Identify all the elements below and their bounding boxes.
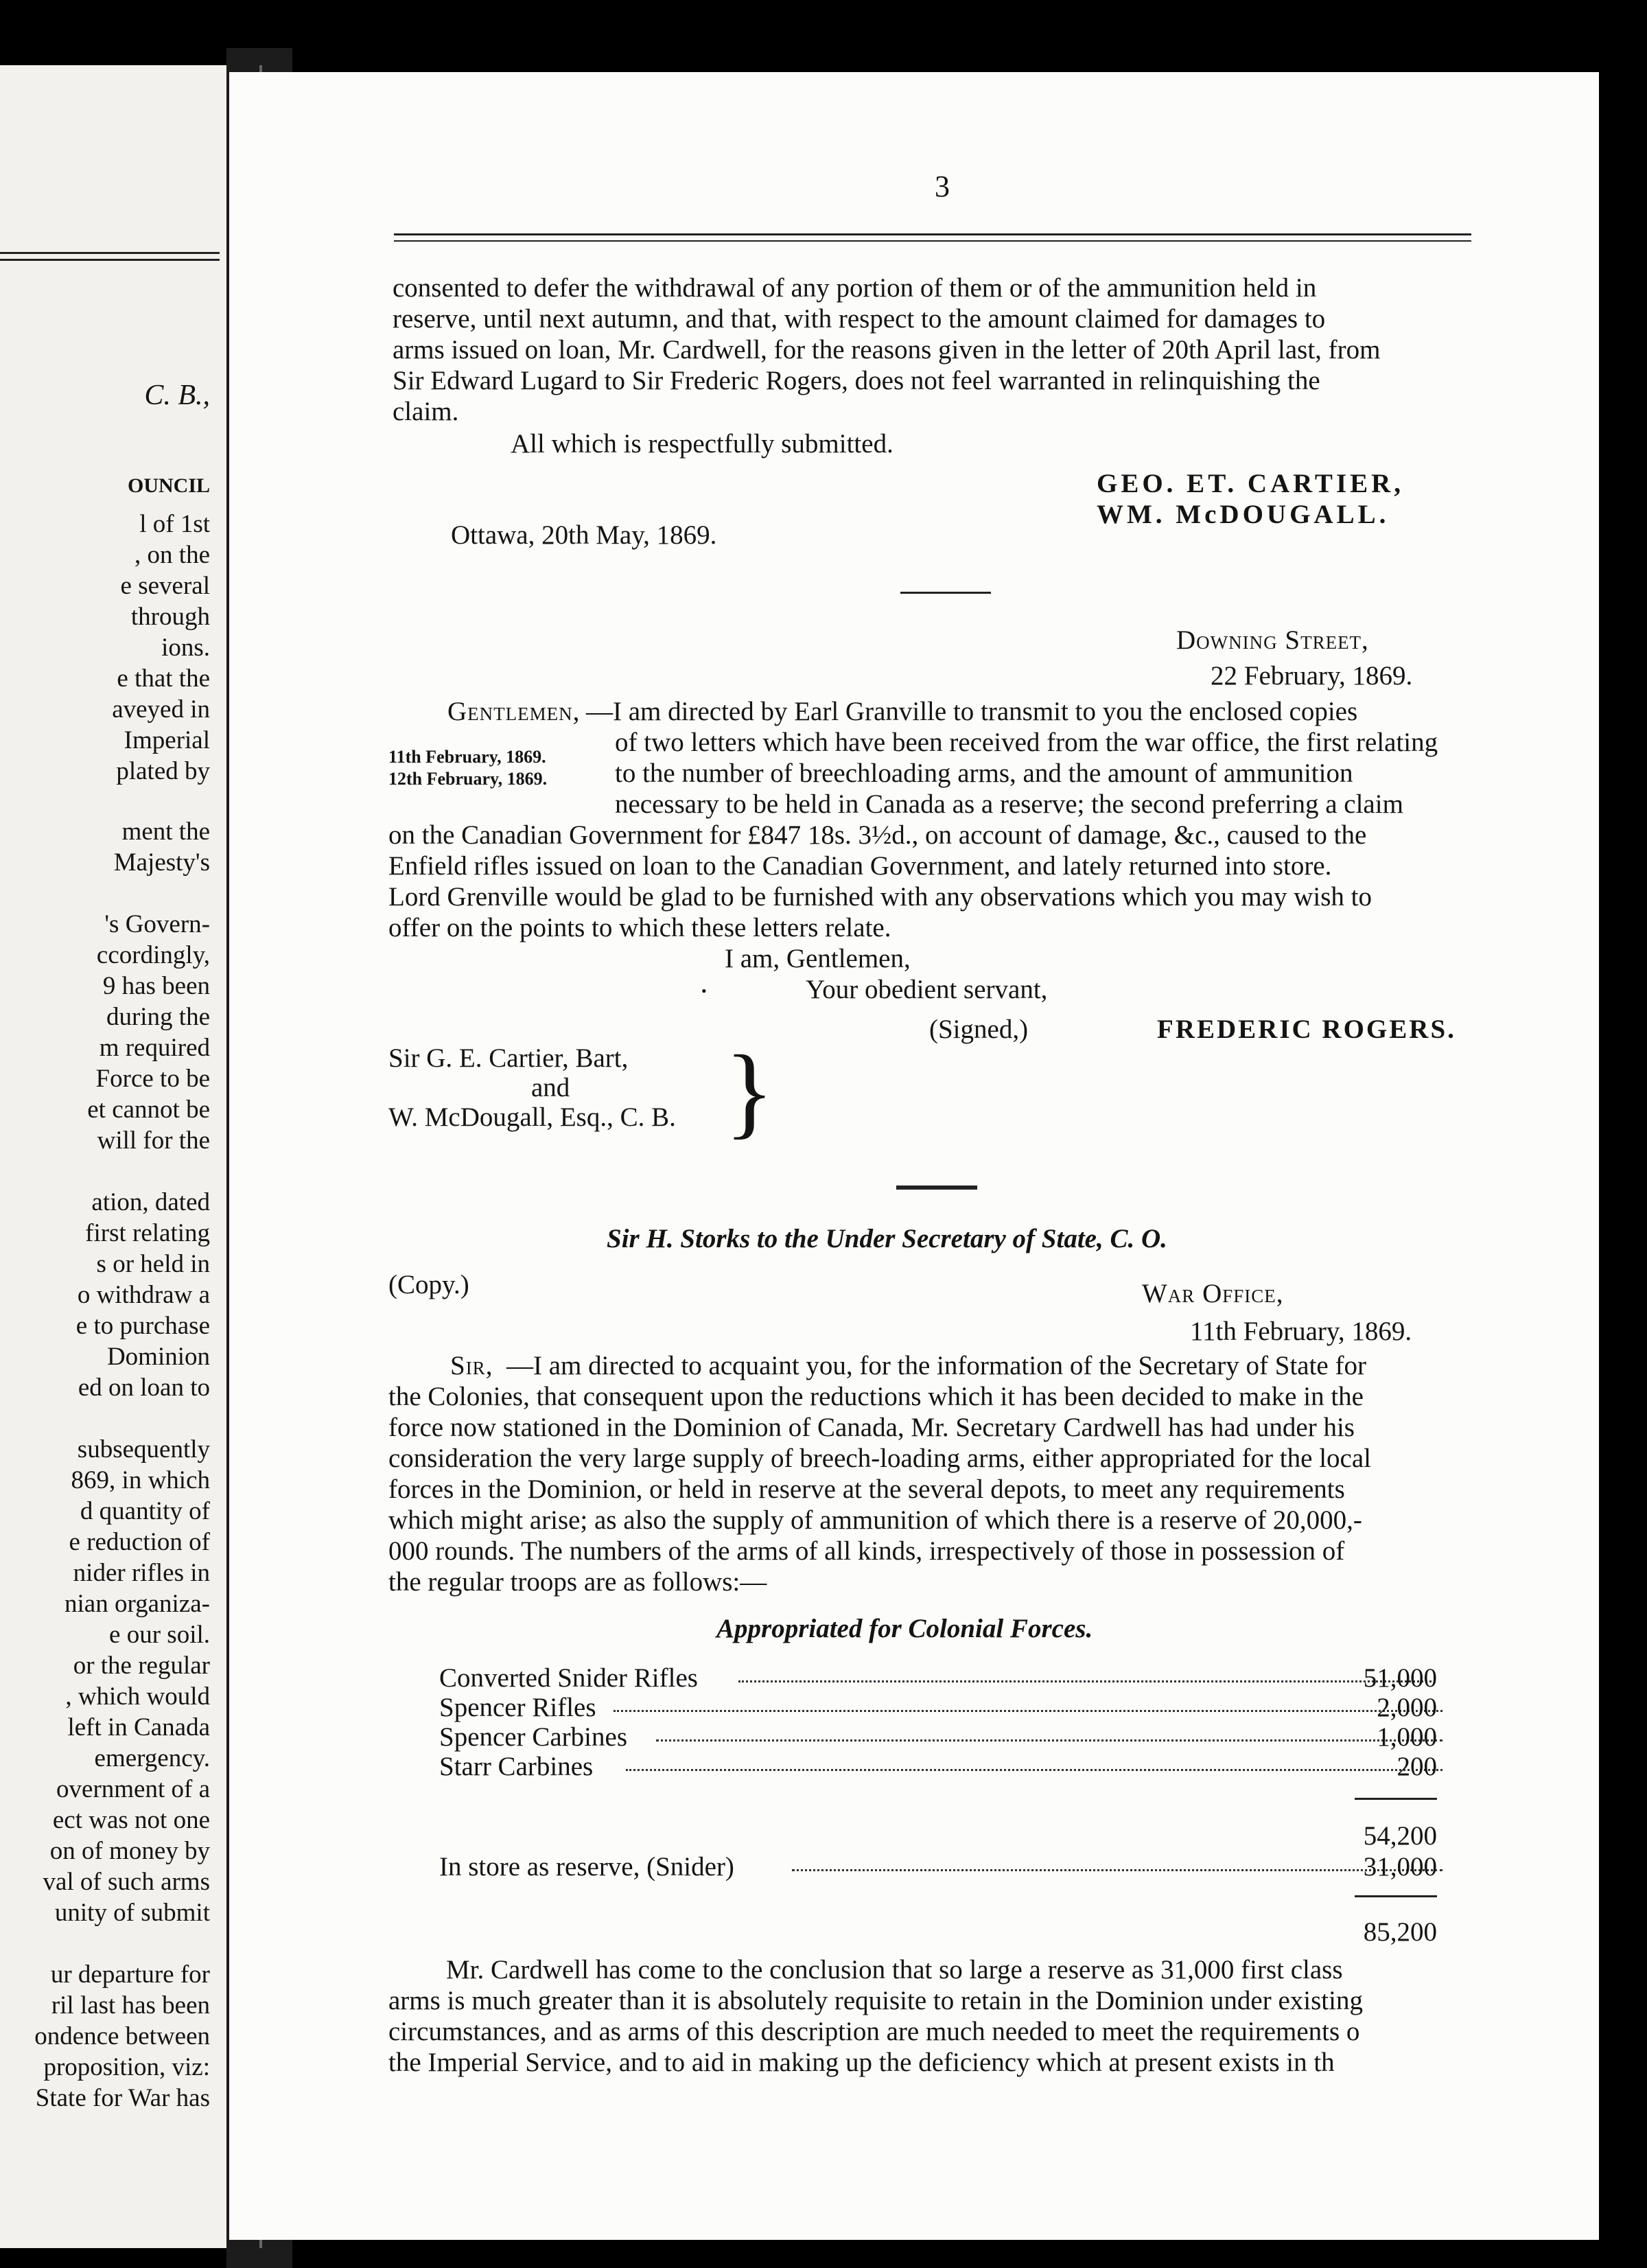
body-line: arms issued on loan, Mr. Cardwell, for the reasons given in the letter of 20th April last, from [393, 335, 1381, 364]
signed-label: (Signed,) [929, 1015, 1029, 1044]
submitted-line: All which is respectfully submitted. [511, 429, 893, 459]
row-label: Starr Carbines [439, 1752, 594, 1781]
left-line: through [130, 603, 210, 631]
body-line: the Colonies, that consequent upon the reductions which it has been decided to make in the [388, 1382, 1364, 1411]
left-line: ur departure for [50, 1960, 210, 1989]
left-line: or the regular [73, 1652, 210, 1680]
leader-dots [792, 1869, 1442, 1871]
addressee-line: and [531, 1073, 570, 1102]
body-line: claim. [393, 397, 459, 426]
left-line: ed on loan to [78, 1374, 210, 1402]
left-line: will for the [97, 1126, 210, 1155]
body-line: consented to defer the withdrawal of any portion of them or of the ammunition held in [393, 273, 1317, 303]
left-line: plated by [116, 757, 210, 785]
sum-rule [1355, 1895, 1437, 1897]
left-line: e that the [117, 664, 210, 693]
left-line: Dominion [106, 1343, 210, 1371]
left-line: e reduction of [69, 1528, 210, 1556]
body-line: —I am directed by Earl Granville to transmit to you the enclosed copies [586, 697, 1358, 726]
body-line: Lord Grenville would be glad to be furnished with any observations which you may wish to [388, 882, 1372, 912]
left-line: subsequently [77, 1435, 210, 1463]
body-line: on the Canadian Government for £847 18s. 3½d., on account of damage, &c., caused to the [388, 820, 1367, 850]
place-date: Ottawa, 20th May, 1869. [451, 520, 717, 550]
left-line: o withdraw a [77, 1281, 210, 1309]
row-value: 200 [1397, 1752, 1437, 1781]
leader-dots [738, 1680, 1436, 1682]
left-line: , which would [65, 1682, 210, 1711]
left-line: unity of submit [54, 1899, 210, 1927]
row-value: 31,000 [1363, 1852, 1437, 1882]
leader-dots [656, 1739, 1442, 1741]
body-line: arms is much greater than it is absolutely requisite to retain in the Dominion under existing [388, 1986, 1363, 2015]
table-title: Appropriated for Colonial Forces. [716, 1614, 1093, 1643]
left-line: on of money by [49, 1837, 210, 1865]
row-value: 2,000 [1377, 1693, 1437, 1722]
body-line: which might arise; as also the supply of ammunition of which there is a reserve of 20,000,- [388, 1505, 1362, 1535]
letter-heading: Sir H. Storks to the Under Secretary of State, C. O. [607, 1224, 1167, 1253]
signatory: GEO. ET. CARTIER, [1097, 469, 1405, 498]
leader-dots [626, 1769, 1442, 1771]
left-line: proposition, viz: [43, 2053, 210, 2081]
total-value: 85,200 [1363, 1917, 1437, 1947]
left-line: Force to be [95, 1065, 210, 1093]
body-line: circumstances, and as arms of this description are much needed to meet the requirements o [388, 2017, 1360, 2046]
left-line: ril last has been [51, 1991, 210, 2020]
left-line: aveyed in [112, 695, 210, 724]
header-rule [394, 240, 1471, 242]
bullet-mark: • [701, 982, 707, 999]
section-divider [900, 592, 991, 594]
brace-symbol: } [725, 1034, 774, 1148]
signatory: WM. McDOUGALL. [1097, 500, 1390, 529]
page-number: 3 [935, 170, 950, 203]
document-page [229, 72, 1599, 2240]
left-line: 9 has been [102, 972, 210, 1000]
letter-date: 11th February, 1869. [1190, 1317, 1412, 1346]
left-line: nider rifles in [73, 1559, 210, 1587]
body-line: necessary to be held in Canada as a reserve; the second preferring a claim [615, 789, 1403, 819]
left-line: nian organiza- [65, 1590, 210, 1618]
addressee-line: W. McDougall, Esq., C. B. [388, 1102, 676, 1132]
row-label: Spencer Rifles [439, 1693, 596, 1722]
body-line: force now stationed in the Dominion of Canada, Mr. Secretary Cardwell has had under his [388, 1413, 1355, 1442]
leader-dots [614, 1710, 1442, 1712]
row-label: Spencer Carbines [439, 1722, 627, 1752]
body-line: reserve, until next autumn, and that, with respect to the amount claimed for damages to [393, 304, 1326, 334]
left-line: OUNCIL [127, 474, 210, 497]
header-rule [394, 233, 1471, 235]
left-line: , on the [135, 541, 210, 569]
body-line: Enfield rifles issued on loan to the Canadian Government, and lately returned into store. [388, 851, 1332, 881]
left-line: Majesty's [113, 848, 210, 877]
header-rule [0, 259, 220, 261]
body-line: forces in the Dominion, or held in reserve at the several depots, to meet any requirements [388, 1474, 1345, 1504]
subtotal-value: 54,200 [1363, 1821, 1437, 1851]
body-line: the regular troops are as follows:— [388, 1567, 767, 1597]
salutation: Sir, [450, 1351, 493, 1380]
body-line: of two letters which have been received from the war office, the first relating [615, 728, 1438, 757]
left-line: during the [106, 1003, 210, 1031]
left-line: s or held in [96, 1250, 210, 1278]
closing-line: I am, Gentlemen, [725, 944, 911, 973]
left-line: left in Canada [67, 1713, 210, 1741]
left-line: ation, dated [91, 1188, 210, 1216]
left-line: 's Govern- [104, 910, 210, 938]
body-line: Mr. Cardwell has come to the conclusion that so large a reserve as 31,000 first class [446, 1955, 1343, 1984]
salutation: Gentlemen, [447, 697, 581, 726]
left-line: et cannot be [87, 1096, 210, 1124]
left-line: emergency. [94, 1744, 210, 1772]
body-line: consideration the very large supply of breech-loading arms, either appropriated for the local [388, 1444, 1371, 1473]
section-divider [896, 1185, 977, 1190]
left-line: ect was not one [52, 1806, 210, 1834]
left-line: ondence between [34, 2022, 210, 2050]
left-line: overnment of a [56, 1775, 210, 1803]
left-line: first relating [85, 1219, 210, 1247]
row-value: 51,000 [1363, 1663, 1437, 1693]
left-line: e to purchase [75, 1312, 210, 1340]
sum-rule [1355, 1798, 1437, 1800]
copy-label: (Copy.) [388, 1270, 469, 1299]
left-line: d quantity of [80, 1497, 210, 1525]
margin-note: 12th February, 1869. [388, 769, 548, 789]
left-line: l of 1st [139, 510, 210, 538]
left-line: Imperial [124, 726, 210, 754]
signer-name: FREDERIC ROGERS. [1157, 1015, 1456, 1044]
body-line: offer on the points to which these letters relate. [388, 913, 891, 942]
letter-date: 22 February, 1869. [1211, 661, 1413, 691]
left-line: ment the [121, 818, 210, 846]
left-line: e several [120, 572, 210, 600]
closing-line: Your obedient servant, [806, 975, 1048, 1004]
left-line: ccordingly, [96, 941, 210, 969]
row-label: Converted Snider Rifles [439, 1663, 698, 1693]
left-line: 869, in which [71, 1466, 210, 1494]
body-line: to the number of breechloading arms, and the amount of ammunition [615, 759, 1353, 788]
left-line: State for War has [35, 2084, 210, 2112]
left-line: ions. [161, 634, 210, 662]
left-line: val of such arms [43, 1868, 210, 1896]
row-value: 1,000 [1377, 1722, 1437, 1752]
letter-address: Downing Street, [1176, 625, 1369, 655]
body-line: —I am directed to acquaint you, for the information of the Secretary of State for [506, 1351, 1366, 1380]
body-line: the Imperial Service, and to aid in making up the deficiency which at present exists in th [388, 2048, 1335, 2077]
row-label: In store as reserve, (Snider) [439, 1852, 734, 1882]
left-line: C. B., [144, 380, 210, 411]
left-line: m required [99, 1034, 210, 1062]
header-rule [0, 252, 220, 254]
body-line: Sir Edward Lugard to Sir Frederic Rogers, does not feel warranted in relinquishing the [393, 366, 1320, 395]
addressee-line: Sir G. E. Cartier, Bart, [388, 1043, 629, 1073]
margin-note: 11th February, 1869. [388, 747, 546, 767]
letter-address: War Office, [1142, 1279, 1284, 1308]
body-line: 000 rounds. The numbers of the arms of all kinds, irrespectively of those in possession of [388, 1536, 1345, 1566]
left-line: e our soil. [109, 1621, 210, 1649]
